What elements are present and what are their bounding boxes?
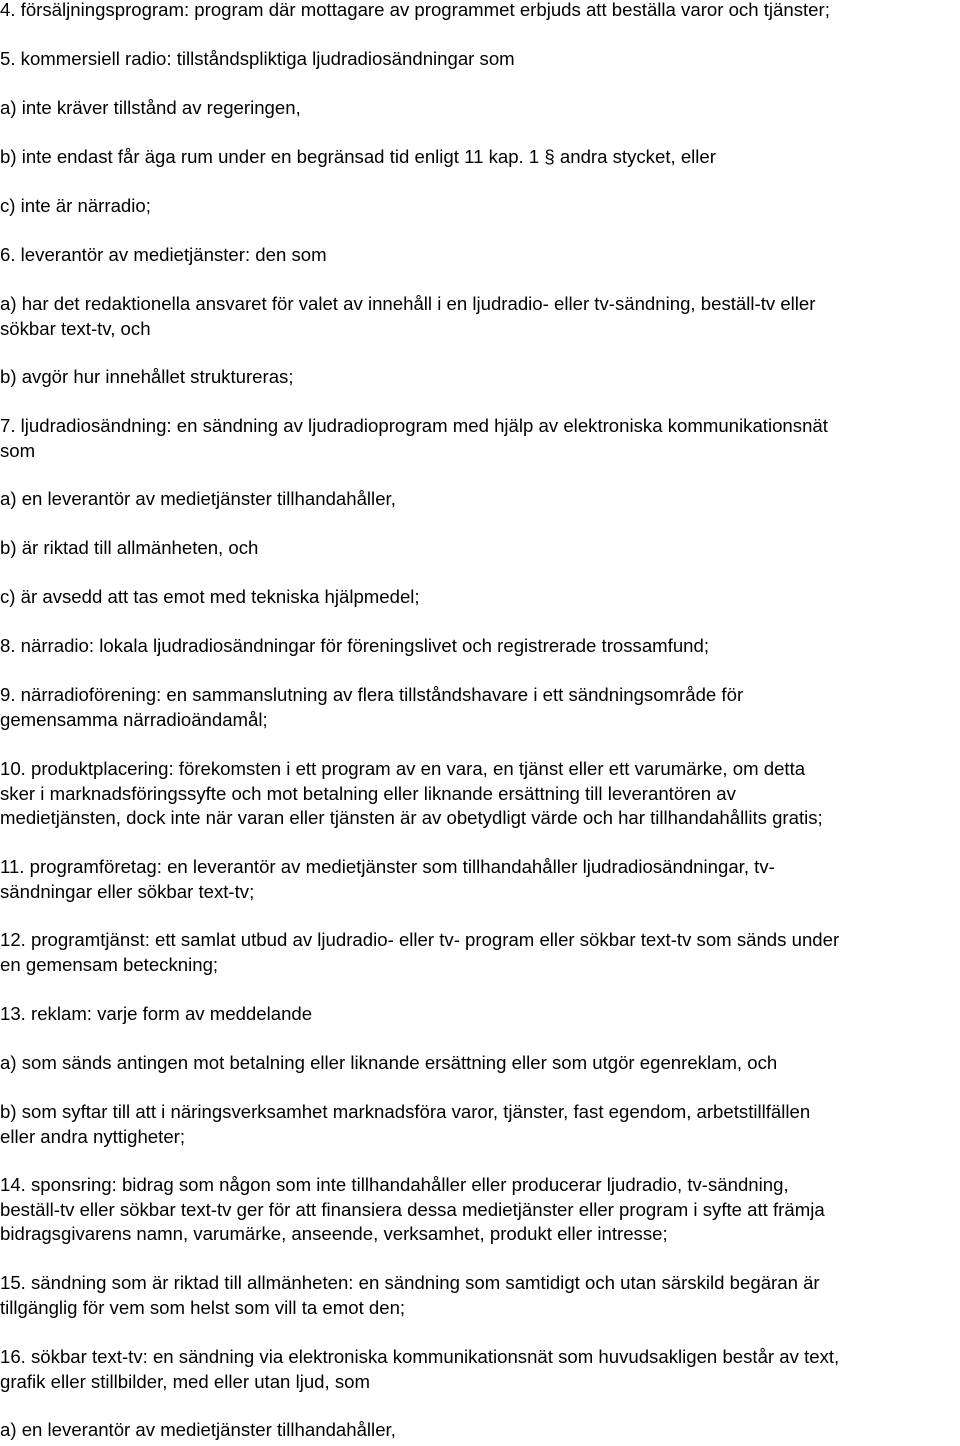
paragraph-item-12	[0, 928, 960, 977]
paragraph-item-13a	[0, 1051, 960, 1076]
paragraph-item-15	[0, 1271, 960, 1320]
text-line: 9. närradioförening: en sammanslutning av flera tillståndshavare i ett sändningsområde för	[0, 684, 744, 705]
text-line: som	[0, 439, 36, 461]
text-line: en gemensam beteckning;	[0, 953, 219, 975]
text-line: 13. reklam: varje form av meddelande	[0, 1003, 313, 1024]
text-line: medietjänsten, dock inte när varan eller tjänsten är av obetydligt värde och har tillhandahållits gratis;	[0, 807, 823, 828]
paragraph-item-4	[0, 0, 960, 23]
paragraph-item-5a	[0, 96, 960, 121]
text-line: 6. leverantör av medietjänster: den som	[0, 244, 327, 265]
paragraph-item-16a	[0, 1418, 960, 1443]
text-line: bidragsgivarens namn, varumärke, anseende, verksamhet, produkt eller intresse;	[0, 1223, 668, 1244]
paragraph-item-5	[0, 47, 960, 72]
text-line: sker i marknadsföringssyfte och mot betalning eller liknande ersättning till leverantören av	[0, 782, 736, 804]
paragraph-item-16	[0, 1345, 960, 1394]
paragraph-item-7a	[0, 487, 960, 512]
paragraph-item-7c	[0, 585, 960, 610]
text-line: sändningar eller sökbar text-tv;	[0, 880, 255, 902]
text-line: b) är riktad till allmänheten, och	[0, 537, 259, 558]
paragraph-item-10	[0, 757, 960, 831]
text-line: sökbar text-tv, och	[0, 317, 151, 339]
text-line: a) inte kräver tillstånd av regeringen,	[0, 97, 301, 118]
text-line: 12. programtjänst: ett samlat utbud av ljudradio- eller tv- program eller sökbar text-tv som sänds under	[0, 929, 840, 950]
paragraph-item-5c	[0, 194, 960, 219]
paragraph-item-7	[0, 414, 960, 463]
paragraph-item-7b	[0, 536, 960, 561]
paragraph-item-11	[0, 855, 960, 904]
text-line: beställ-tv eller sökbar text-tv ger för att finansiera dessa medietjänster eller program i syfte att främja	[0, 1198, 825, 1220]
paragraph-item-8	[0, 634, 960, 659]
text-line: 14. sponsring: bidrag som någon som inte tillhandahåller eller producerar ljudradio, tv-sändning,	[0, 1174, 789, 1195]
paragraph-item-6	[0, 243, 960, 268]
text-line: a) en leverantör av medietjänster tillhandahåller,	[0, 1419, 396, 1440]
text-line: 16. sökbar text-tv: en sändning via elektroniska kommunikationsnät som huvudsakligen består av text,	[0, 1346, 840, 1367]
text-line: 15. sändning som är riktad till allmänheten: en sändning som samtidigt och utan särskild begäran är	[0, 1272, 820, 1293]
text-line: a) en leverantör av medietjänster tillhandahåller,	[0, 488, 396, 509]
text-line: 4. försäljningsprogram: program där mottagare av programmet erbjuds att beställa varor och tjänster;	[0, 0, 830, 20]
text-line: c) är avsedd att tas emot med tekniska hjälpmedel;	[0, 586, 420, 607]
paragraph-item-13	[0, 1002, 960, 1027]
text-line: eller andra nyttigheter;	[0, 1125, 186, 1147]
text-line: 11. programföretag: en leverantör av medietjänster som tillhandahåller ljudradiosändningar, tv-	[0, 856, 775, 877]
text-line: 8. närradio: lokala ljudradiosändningar för föreningslivet och registrerade trossamfund;	[0, 635, 710, 656]
text-line: b) avgör hur innehållet struktureras;	[0, 366, 294, 387]
text-line: 5. kommersiell radio: tillståndspliktiga ljudradiosändningar som	[0, 48, 515, 69]
text-line: grafik eller stillbilder, med eller utan ljud, som	[0, 1370, 370, 1392]
text-line: b) inte endast får äga rum under en begränsad tid enligt 11 kap. 1 § andra stycket, eller	[0, 146, 716, 167]
text-line: a) har det redaktionella ansvaret för valet av innehåll i en ljudradio- eller tv-sändning, beställ-tv eller	[0, 293, 816, 314]
text-line: 7. ljudradiosändning: en sändning av ljudradioprogram med hjälp av elektroniska kommunikationsnät	[0, 415, 828, 436]
paragraph-item-6a	[0, 292, 960, 341]
paragraph-item-14	[0, 1173, 960, 1247]
paragraph-item-9	[0, 683, 960, 732]
text-line: tillgänglig för vem som helst som vill ta emot den;	[0, 1296, 406, 1318]
text-line: 10. produktplacering: förekomsten i ett program av en vara, en tjänst eller ett varumärke, om detta	[0, 758, 806, 779]
text-line: gemensamma närradioändamål;	[0, 708, 268, 730]
text-line: a) som sänds antingen mot betalning eller liknande ersättning eller som utgör egenreklam, och	[0, 1052, 778, 1073]
text-line: c) inte är närradio;	[0, 195, 151, 216]
paragraph-item-13b	[0, 1100, 960, 1149]
paragraph-item-5b	[0, 145, 960, 170]
text-line: b) som syftar till att i näringsverksamhet marknadsföra varor, tjänster, fast egendom, arbetstillfällen	[0, 1101, 811, 1122]
paragraph-item-6b	[0, 365, 960, 390]
